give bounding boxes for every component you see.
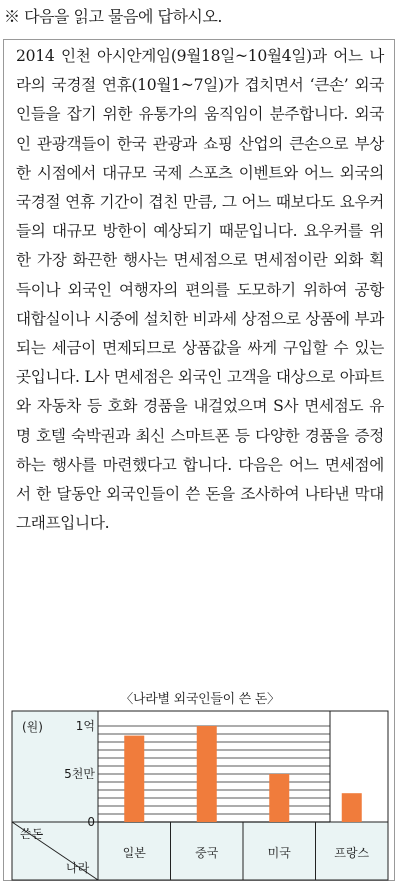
bar-프랑스 <box>342 793 362 822</box>
bar-미국 <box>269 774 289 822</box>
chart-title: 〈나라별 외국인들이 쓴 돈〉 <box>120 692 280 707</box>
y-tick-label: 1억 <box>75 719 95 733</box>
corner-label-top: 쓴돈 <box>20 827 44 841</box>
bar-일본 <box>124 736 144 822</box>
passage-text: 2014 인천 아시안게임(9월18일~10월4일)과 어느 나라의 국경절 연휴(10월1~7일)가 겹치면서 ‘큰손’ 외국인들을 잡기 위한 유통가의 움직임이 분주합니다. 외국인 관광객들이 한국 관광과 쇼핑 산업의 큰손으로 부상한 시점에서 대규모 국제 스포츠 이벤트와 어느 외국의 국경절 연휴 기간이 겹친 만큼, 그 어느 때보다도 요우커들의 대규모 방한이 예상되기 때문입니다. 요우커를 위한 가장 화끈한 행사는 면세점으로 면세점이란 외화 획득이나 외국인 여행자의 편의를 도모하기 위하여 공항 대합실이나 시중에 설치한 비과세 상점으로 상품에 부과되는 세금이 면제되므로 상품값을 싸게 구입할 수 있는 곳입니다. L사 면세점은 외국인 고객을 대상으로 아파트와 자동차 등 호화 경품을 내걸었으며 S사 면세점도 유명 호텔 숙박권과 최신 스마트폰 등 다양한 경품을 증정하는 행사를 마련했다고 합니다. 다음은 어느 면세점에서 한 달동안 외국인들이 쓴 돈을 조사하여 나타낸 막대그래프입니다. <box>16 47 384 533</box>
x-tick-label: 일본 <box>122 846 146 860</box>
y-tick-label: 5천만 <box>64 767 95 781</box>
y-axis-unit: (원) <box>22 720 43 734</box>
x-tick-label: 중국 <box>195 846 219 860</box>
bar-중국 <box>197 726 217 822</box>
x-tick-label: 미국 <box>267 846 291 860</box>
instruction: ※ 다음을 읽고 물음에 답하시오. <box>4 7 222 26</box>
x-tick-label: 프랑스 <box>334 846 370 860</box>
corner-label-bottom: 나라 <box>66 861 90 875</box>
y-tick-label: 0 <box>87 815 95 829</box>
